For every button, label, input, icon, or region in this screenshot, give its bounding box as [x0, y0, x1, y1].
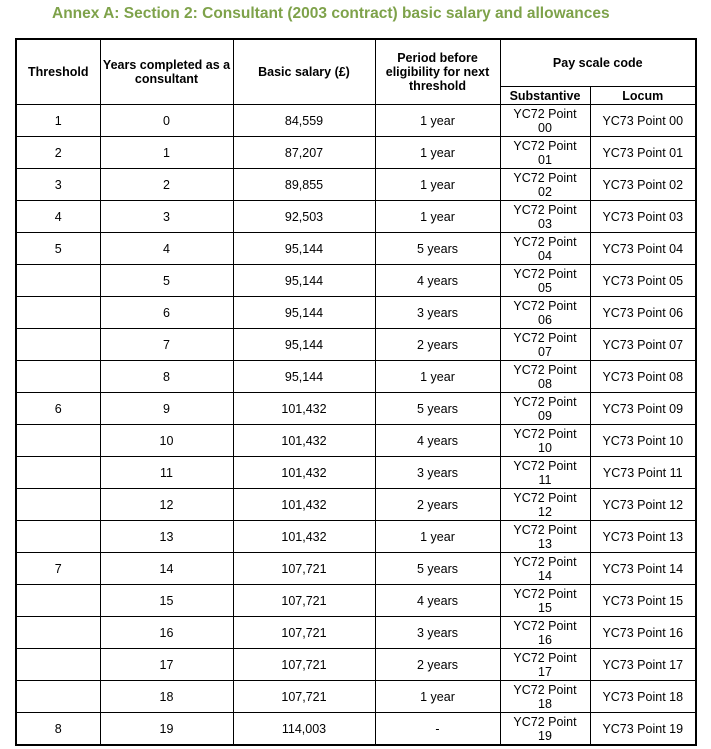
- cell-period: 1 year: [375, 137, 500, 169]
- table-row: [16, 105, 696, 137]
- substantive-code-text: YC72 Point 13: [513, 522, 577, 551]
- table-row: [16, 297, 696, 329]
- cell-period: 1 year: [375, 105, 500, 137]
- table-row: [16, 553, 696, 585]
- cell-locum-code: YC73 Point 14: [590, 553, 696, 585]
- substantive-code-text: YC72 Point 17: [513, 650, 577, 679]
- cell-period: 1 year: [375, 169, 500, 201]
- cell-basic-salary: 107,721: [233, 585, 375, 617]
- header-locum: Locum: [590, 87, 696, 105]
- cell-locum-code: YC73 Point 08: [590, 361, 696, 393]
- cell-substantive-code: [500, 713, 590, 746]
- cell-period: 1 year: [375, 361, 500, 393]
- cell-period: 4 years: [375, 265, 500, 297]
- cell-period: 3 years: [375, 617, 500, 649]
- cell-threshold: 4: [16, 201, 100, 233]
- cell-substantive-code: [500, 681, 590, 713]
- cell-period: 1 year: [375, 521, 500, 553]
- cell-period: 1 year: [375, 201, 500, 233]
- salary-table: [15, 38, 697, 746]
- cell-substantive-code: [500, 105, 590, 137]
- table-row: [16, 681, 696, 713]
- table-row: [16, 361, 696, 393]
- cell-period: 5 years: [375, 393, 500, 425]
- cell-basic-salary: 101,432: [233, 489, 375, 521]
- cell-period: 1 year: [375, 681, 500, 713]
- table-row: [16, 393, 696, 425]
- cell-basic-salary: 107,721: [233, 553, 375, 585]
- cell-locum-code: YC73 Point 13: [590, 521, 696, 553]
- substantive-code-text: YC72 Point 16: [513, 618, 577, 647]
- cell-substantive-code: [500, 553, 590, 585]
- cell-substantive-code: [500, 329, 590, 361]
- cell-period: 3 years: [375, 457, 500, 489]
- table-row: [16, 521, 696, 553]
- cell-substantive-code: [500, 585, 590, 617]
- substantive-code-text: YC72 Point 05: [513, 266, 577, 295]
- cell-locum-code: YC73 Point 19: [590, 713, 696, 746]
- cell-years-completed: 12: [100, 489, 233, 521]
- header-period: Period before eligibility for next threshold: [375, 39, 500, 105]
- cell-substantive-code: [500, 201, 590, 233]
- cell-years-completed: 2: [100, 169, 233, 201]
- cell-basic-salary: 84,559: [233, 105, 375, 137]
- cell-threshold: 5: [16, 233, 100, 265]
- cell-threshold: 2: [16, 137, 100, 169]
- cell-locum-code: YC73 Point 15: [590, 585, 696, 617]
- cell-basic-salary: 107,721: [233, 681, 375, 713]
- header-pay-scale-code: Pay scale code: [500, 39, 696, 87]
- cell-substantive-code: [500, 649, 590, 681]
- table-row: [16, 425, 696, 457]
- cell-years-completed: 9: [100, 393, 233, 425]
- cell-substantive-code: [500, 617, 590, 649]
- cell-locum-code: YC73 Point 16: [590, 617, 696, 649]
- table-row: [16, 329, 696, 361]
- cell-years-completed: 3: [100, 201, 233, 233]
- substantive-code-text: YC72 Point 03: [513, 202, 577, 231]
- table-row: [16, 201, 696, 233]
- cell-years-completed: 4: [100, 233, 233, 265]
- cell-threshold: [16, 489, 100, 521]
- cell-locum-code: YC73 Point 12: [590, 489, 696, 521]
- cell-basic-salary: 101,432: [233, 521, 375, 553]
- substantive-code-text: YC72 Point 02: [513, 170, 577, 199]
- cell-locum-code: YC73 Point 09: [590, 393, 696, 425]
- cell-basic-salary: 101,432: [233, 393, 375, 425]
- table-row: [16, 265, 696, 297]
- cell-years-completed: 19: [100, 713, 233, 746]
- substantive-code-text: YC72 Point 06: [513, 298, 577, 327]
- cell-years-completed: 6: [100, 297, 233, 329]
- cell-threshold: 3: [16, 169, 100, 201]
- cell-period: 2 years: [375, 329, 500, 361]
- cell-basic-salary: 92,503: [233, 201, 375, 233]
- cell-threshold: [16, 681, 100, 713]
- cell-threshold: 7: [16, 553, 100, 585]
- cell-period: 4 years: [375, 425, 500, 457]
- substantive-code-text: YC72 Point 04: [513, 234, 577, 263]
- cell-period: 2 years: [375, 489, 500, 521]
- cell-substantive-code: [500, 233, 590, 265]
- cell-threshold: [16, 265, 100, 297]
- cell-threshold: [16, 425, 100, 457]
- cell-years-completed: 0: [100, 105, 233, 137]
- cell-years-completed: 1: [100, 137, 233, 169]
- substantive-code-text: YC72 Point 12: [513, 490, 577, 519]
- cell-period: 5 years: [375, 553, 500, 585]
- table-row: [16, 713, 696, 746]
- substantive-code-text: YC72 Point 18: [513, 682, 577, 711]
- cell-years-completed: 10: [100, 425, 233, 457]
- cell-basic-salary: 101,432: [233, 457, 375, 489]
- table-row: [16, 585, 696, 617]
- cell-locum-code: YC73 Point 03: [590, 201, 696, 233]
- cell-threshold: [16, 521, 100, 553]
- cell-basic-salary: 101,432: [233, 425, 375, 457]
- cell-locum-code: YC73 Point 02: [590, 169, 696, 201]
- cell-years-completed: 14: [100, 553, 233, 585]
- cell-years-completed: 16: [100, 617, 233, 649]
- cell-years-completed: 15: [100, 585, 233, 617]
- cell-locum-code: YC73 Point 04: [590, 233, 696, 265]
- cell-substantive-code: [500, 137, 590, 169]
- cell-threshold: 8: [16, 713, 100, 746]
- cell-period: 3 years: [375, 297, 500, 329]
- cell-locum-code: YC73 Point 05: [590, 265, 696, 297]
- substantive-code-text: YC72 Point 15: [513, 586, 577, 615]
- cell-basic-salary: 95,144: [233, 233, 375, 265]
- substantive-code-text: YC72 Point 08: [513, 362, 577, 391]
- cell-years-completed: 18: [100, 681, 233, 713]
- cell-years-completed: 13: [100, 521, 233, 553]
- substantive-code-text: YC72 Point 14: [513, 554, 577, 583]
- cell-threshold: [16, 329, 100, 361]
- cell-period: 4 years: [375, 585, 500, 617]
- cell-threshold: [16, 649, 100, 681]
- header-threshold: Threshold: [16, 39, 100, 105]
- cell-locum-code: YC73 Point 17: [590, 649, 696, 681]
- substantive-code-text: YC72 Point 11: [513, 458, 577, 487]
- cell-substantive-code: [500, 265, 590, 297]
- cell-locum-code: YC73 Point 00: [590, 105, 696, 137]
- table-row: [16, 617, 696, 649]
- substantive-code-text: YC72 Point 19: [513, 714, 577, 743]
- header-substantive: Substantive: [500, 87, 590, 105]
- cell-basic-salary: 95,144: [233, 297, 375, 329]
- cell-threshold: [16, 297, 100, 329]
- cell-substantive-code: [500, 393, 590, 425]
- cell-basic-salary: 95,144: [233, 329, 375, 361]
- cell-years-completed: 11: [100, 457, 233, 489]
- cell-substantive-code: [500, 361, 590, 393]
- cell-threshold: 1: [16, 105, 100, 137]
- cell-substantive-code: [500, 297, 590, 329]
- cell-basic-salary: 87,207: [233, 137, 375, 169]
- cell-locum-code: YC73 Point 01: [590, 137, 696, 169]
- substantive-code-text: YC72 Point 00: [513, 106, 577, 135]
- cell-basic-salary: 107,721: [233, 649, 375, 681]
- cell-period: 5 years: [375, 233, 500, 265]
- cell-basic-salary: 95,144: [233, 265, 375, 297]
- table-row: [16, 457, 696, 489]
- cell-locum-code: YC73 Point 11: [590, 457, 696, 489]
- table-row: [16, 489, 696, 521]
- substantive-code-text: YC72 Point 10: [513, 426, 577, 455]
- table-body: [16, 105, 696, 746]
- table-row: [16, 649, 696, 681]
- cell-threshold: [16, 361, 100, 393]
- substantive-code-text: YC72 Point 01: [513, 138, 577, 167]
- substantive-code-text: YC72 Point 07: [513, 330, 577, 359]
- cell-basic-salary: 95,144: [233, 361, 375, 393]
- cell-threshold: [16, 585, 100, 617]
- cell-years-completed: 5: [100, 265, 233, 297]
- table-row: [16, 137, 696, 169]
- cell-threshold: [16, 617, 100, 649]
- cell-period: -: [375, 713, 500, 746]
- cell-basic-salary: 114,003: [233, 713, 375, 746]
- header-years-completed: Years completed as a consultant: [100, 39, 233, 105]
- cell-locum-code: YC73 Point 10: [590, 425, 696, 457]
- cell-locum-code: YC73 Point 06: [590, 297, 696, 329]
- cell-locum-code: YC73 Point 07: [590, 329, 696, 361]
- cell-threshold: 6: [16, 393, 100, 425]
- cell-substantive-code: [500, 489, 590, 521]
- cell-locum-code: YC73 Point 18: [590, 681, 696, 713]
- substantive-code-text: YC72 Point 09: [513, 394, 577, 423]
- cell-years-completed: 8: [100, 361, 233, 393]
- cell-period: 2 years: [375, 649, 500, 681]
- cell-years-completed: 17: [100, 649, 233, 681]
- table-row: [16, 233, 696, 265]
- cell-substantive-code: [500, 169, 590, 201]
- cell-years-completed: 7: [100, 329, 233, 361]
- cell-substantive-code: [500, 457, 590, 489]
- cell-substantive-code: [500, 425, 590, 457]
- table-row: [16, 169, 696, 201]
- cell-substantive-code: [500, 521, 590, 553]
- page-title: Annex A: Section 2: Consultant (2003 contract) basic salary and allowances: [52, 5, 610, 22]
- cell-basic-salary: 107,721: [233, 617, 375, 649]
- cell-basic-salary: 89,855: [233, 169, 375, 201]
- header-basic-salary: Basic salary (£): [233, 39, 375, 105]
- cell-threshold: [16, 457, 100, 489]
